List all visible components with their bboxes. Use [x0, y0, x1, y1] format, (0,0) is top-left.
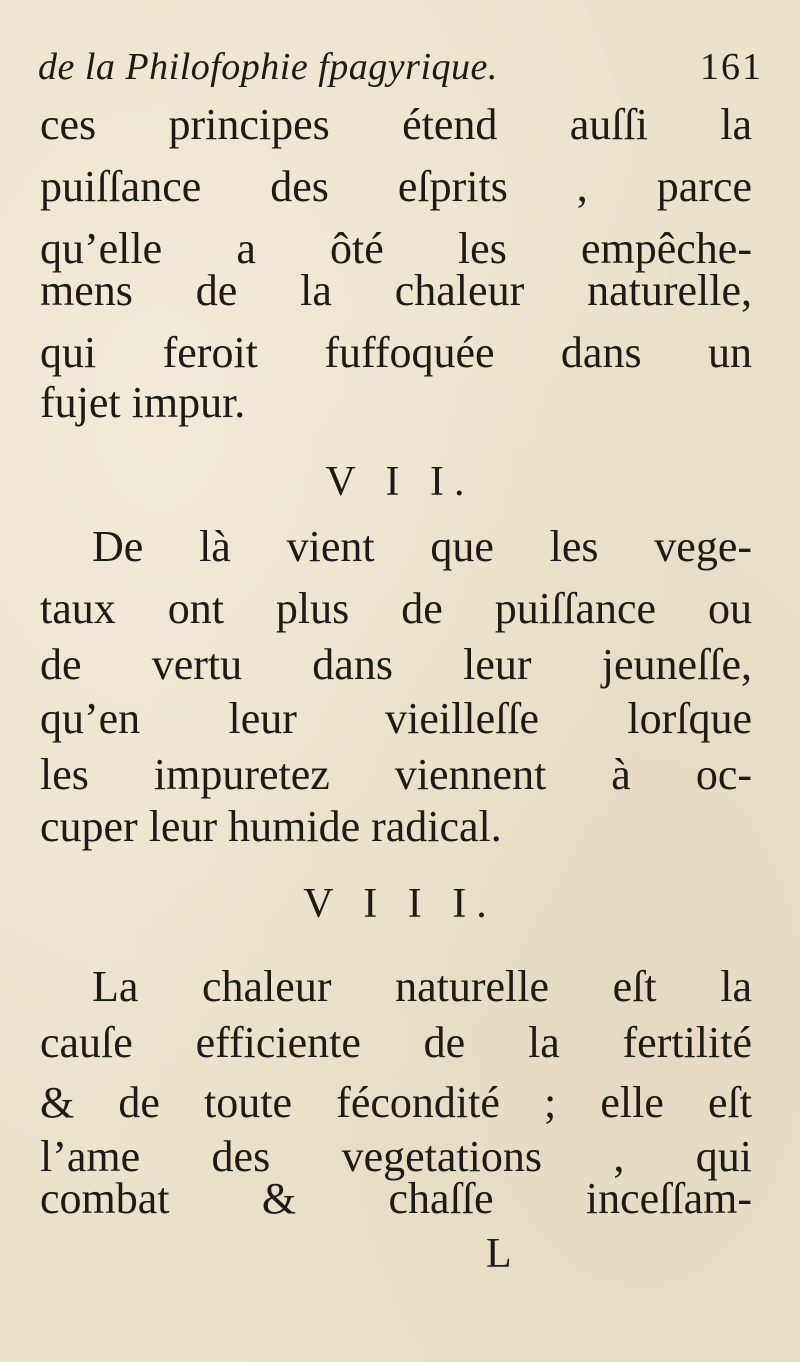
text-line: qu’elle a ôté les empêche- — [40, 224, 752, 273]
text-line: les impuretez viennent à oc- — [40, 750, 752, 799]
text-line: mens de la chaleur naturelle, — [40, 266, 752, 315]
running-head-title: de la Philofophie fpagyrique. — [38, 46, 498, 88]
text-line: cauſe efficiente de la fertilité — [40, 1018, 752, 1067]
text-line: puiſſance des eſprits , parce — [40, 162, 752, 211]
text-line: fujet impur. — [40, 378, 246, 427]
text-line: l’ame des vegetations , qui — [40, 1132, 752, 1181]
text-line: combat & chaſſe inceſſam- — [40, 1174, 752, 1223]
text-line: & de toute fécondité ; elle eſt — [40, 1078, 752, 1127]
text-line: qu’en leur vieilleſſe lorſque — [40, 694, 752, 743]
running-head — [38, 42, 763, 92]
text-line: De là vient que les vege- — [92, 522, 752, 571]
page-number: 161 — [700, 46, 763, 88]
text-line: La chaleur naturelle eſt la — [92, 962, 752, 1011]
text-line: qui feroit fuffoquée dans un — [40, 328, 752, 377]
text-line: ces principes étend auſſi la — [40, 100, 752, 149]
section-heading-8: V I I I. — [303, 881, 497, 927]
section-heading-7: V I I. — [325, 459, 475, 505]
text-line: cuper leur humide radical. — [40, 802, 502, 851]
signature-mark: L — [486, 1231, 512, 1277]
text-line: de vertu dans leur jeuneſſe, — [40, 640, 752, 689]
text-line: taux ont plus de puiſſance ou — [40, 584, 752, 633]
